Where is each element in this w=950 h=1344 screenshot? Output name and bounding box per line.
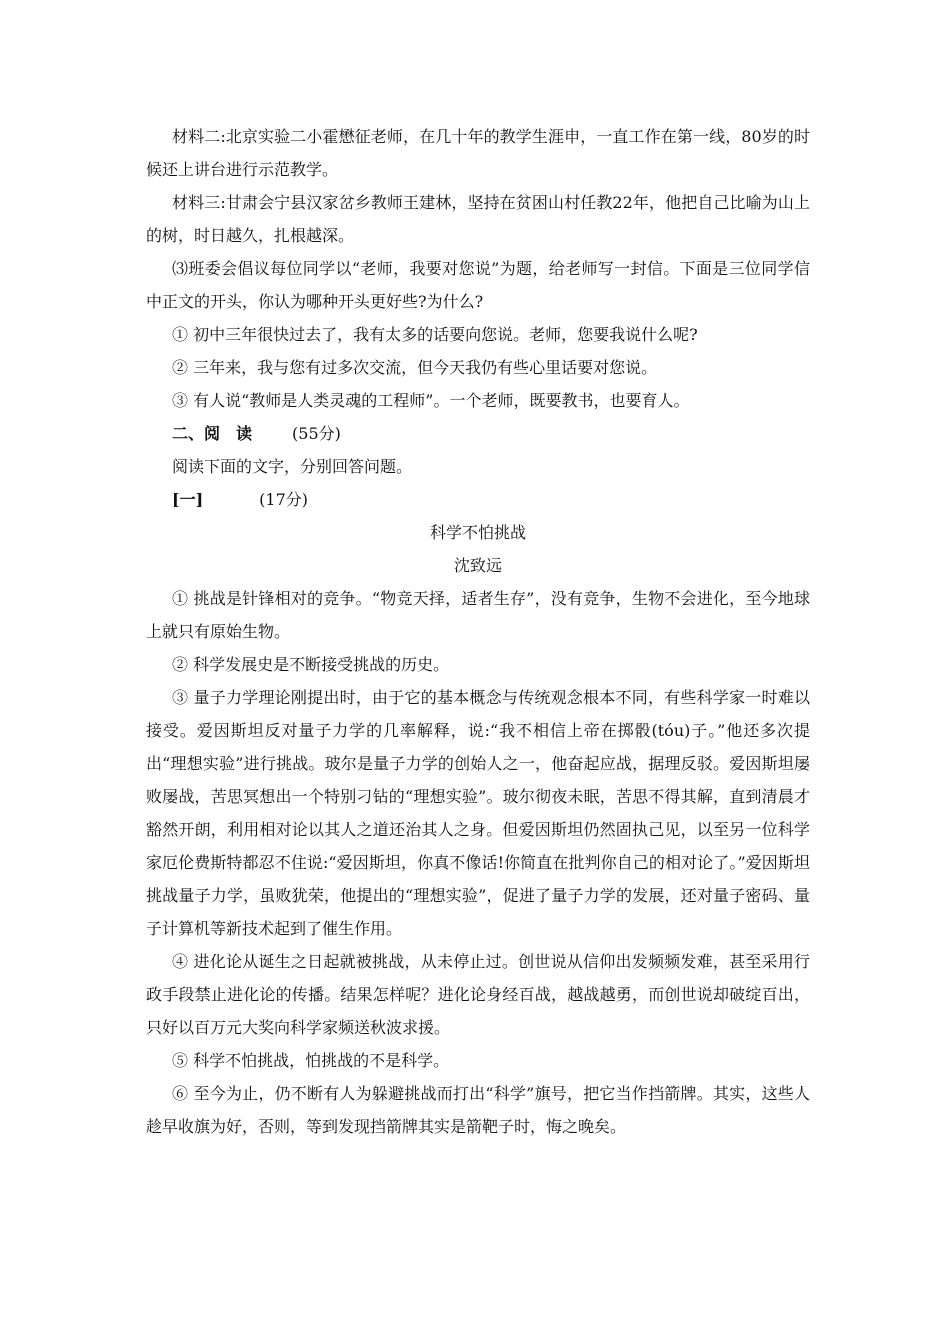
part-heading bbox=[146, 483, 810, 516]
material-three: 材料三:甘肃会宁县汉家岔乡教师王建林，坚持在贫困山村任教22年，他把自己比喻为山上的树，时日越久，扎根越深。 bbox=[146, 193, 810, 245]
article-paragraph-1: ① 挑战是针锋相对的竞争。“物竞天择，适者生存”，没有竞争，生物不会进化，至今地球上就只有原始生物。 bbox=[146, 589, 810, 641]
section-score: (55分) bbox=[292, 424, 341, 443]
article-paragraph-2: ② 科学发展史是不断接受挑战的历史。 bbox=[172, 655, 450, 674]
document-content bbox=[146, 120, 810, 1143]
section-heading bbox=[146, 417, 810, 450]
material-two: 材料二:北京实验二小霍懋征老师，在几十年的教学生涯申，一直工作在第一线，80岁的时候还上讲台进行示范教学。 bbox=[146, 127, 810, 179]
article-paragraph-5: ⑤ 科学不怕挑战，怕挑战的不是科学。 bbox=[172, 1051, 450, 1070]
part-score: (17分) bbox=[259, 490, 309, 509]
article-author: 沈致远 bbox=[453, 556, 502, 575]
question-three: ⑶班委会倡议每位同学以“老师，我要对您说”为题，给老师写一封信。下面是三位同学信中正文的开头，你认为哪种开头更好些?为什么? bbox=[146, 259, 810, 311]
option-1: ① 初中三年很快过去了，我有太多的话要向您说。老师，您要我说什么呢? bbox=[172, 325, 698, 344]
part-label: [一] bbox=[172, 490, 204, 509]
option-2: ② 三年来，我与您有过多次交流，但今天我仍有些心里话要对您说。 bbox=[172, 358, 658, 377]
article-paragraph-6: ⑥ 至今为止，仍不断有人为躲避挑战而打出“科学”旗号，把它当作挡箭牌。其实，这些人趁早收旗为好，否则，等到发现挡箭牌其实是箭靶子时，悔之晚矣。 bbox=[146, 1084, 810, 1136]
option-3: ③ 有人说“教师是人类灵魂的工程师”。一个老师，既要教书，也要育人。 bbox=[172, 391, 690, 410]
reading-instruction: 阅读下面的文字，分别回答问题。 bbox=[172, 457, 413, 476]
article-title: 科学不怕挑战 bbox=[429, 523, 526, 542]
section-title: 二、阅 读 bbox=[172, 424, 253, 443]
article-paragraph-3: ③ 量子力学理论刚提出时，由于它的基本概念与传统观念根本不同，有些科学家一时难以接受。爱因斯坦反对量子力学的几率解释，说:“我不相信上帝在掷骰(tóu)子。”他还多次提出“理想实验”进行挑战。玻尔是量子力学的创始人之一，他奋起应战，据理反驳。爱因斯坦屡败屡战，苦思冥想出一个特别刁钻的“理想实验”。玻尔彻夜未眠，苦思不得其解，直到清晨才豁然开朗，利用相对论以其人之道还治其人之身。但爱因斯坦仍然固执己见，以至另一位科学家厄伦费斯特都忍不住说:“爱因斯坦，你真不像话!你简直在批判你自己的相对论了。”爱因斯坦挑战量子力学，虽败犹荣，他提出的“理想实验”，促进了量子力学的发展，还对量子密码、量子计算机等新技术起到了催生作用。 bbox=[146, 688, 810, 938]
article-paragraph-4: ④ 进化论从诞生之日起就被挑战，从未停止过。创世说从信仰出发频频发难，甚至采用行政手段禁止进化论的传播。结果怎样呢？进化论身经百战，越战越勇，而创世说却破绽百出，只好以百万元大奖向科学家频送秋波求援。 bbox=[146, 952, 810, 1037]
